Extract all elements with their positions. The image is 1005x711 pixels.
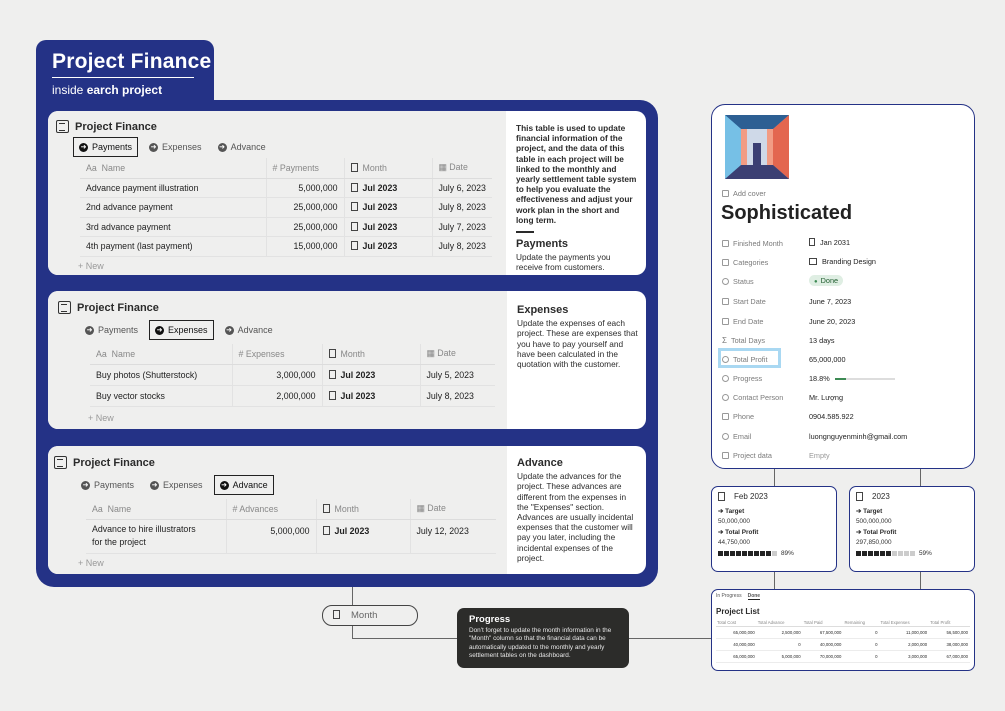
connector-line [920,572,921,589]
page-icon [809,238,815,246]
progress-square [736,551,741,556]
status-icon [722,278,729,285]
view-tabs [76,475,274,495]
table-row[interactable]: 40,000,000 0 40,000,000 0 2,000,000 38,000,000 [716,639,970,651]
database-icon [56,120,69,133]
column-header-payments[interactable]: # Payments [266,158,344,178]
new-row-button[interactable]: + New [78,261,104,271]
view-tabs [73,137,271,157]
page-icon [856,492,863,501]
value-project-data[interactable]: Empty [809,451,830,460]
sigma-icon: Σ [722,336,727,345]
column-header-name[interactable]: Aa Name [80,158,266,178]
month-column-pill: Month [322,605,418,626]
progress-square [862,551,867,556]
advance-note: Advance Update the advances for the project. These advances are different from the expenses in the "Expenses" section. Advances are usually incidental expenses that the customer will pay you later, including the incidental expenses of the project. [517,457,634,563]
progress-square [898,551,903,556]
column-header-month[interactable]: Month [316,499,410,519]
advance-card [48,446,646,574]
progress-percent: 59% [919,550,932,557]
prop-start-date: Start Date [722,297,766,306]
tab-payments[interactable]: ➜ Payments [73,137,138,157]
payments-table [80,158,492,257]
relation-icon [722,240,729,247]
table-row[interactable]: Advance payment illustration 5,000,000 Jul 2023 July 6, 2023 [80,178,492,198]
arrow-icon: ➜ [150,143,157,151]
arrow-icon: ➜ [219,143,225,151]
progress-square [724,551,729,556]
column-header-month[interactable]: Month [322,344,420,364]
project-list-tabs [716,593,970,600]
yearly-settlement-card[interactable]: 2023 ➔ Target 500,000,000 ➔ Total Profit 297,850,000 59% [849,486,975,572]
connector-line [774,572,775,589]
value-email[interactable]: luongnguyenminh@gmail.com [809,432,908,441]
arrow-icon: ➜ [226,326,232,334]
value-progress: 18.8% [809,374,895,383]
page-subtitle: inside earch project [52,83,163,97]
column-header-advances[interactable]: # Advances [226,499,316,519]
prop-progress: Progress [722,374,762,383]
table-row[interactable]: 65,000,000 5,000,000 70,000,000 0 3,000,000 67,000,000 [716,651,970,663]
status-badge: ● Done [809,275,843,286]
prop-total-profit: Total Profit [722,355,767,364]
value-start-date[interactable]: June 7, 2023 [809,297,852,306]
folder-icon [722,452,729,459]
database-icon [58,301,71,314]
value-total-days: 13 days [809,336,835,345]
progress-percent: 89% [781,550,794,557]
arrow-icon: ➜ [86,326,93,334]
value-total-profit: 65,000,000 [809,355,846,364]
arrow-icon: ➜ [151,481,158,489]
progress-bar-fill [835,378,846,380]
expenses-card [48,291,646,429]
connector-line [352,638,457,639]
value-contact-person[interactable]: Mr. Lượng [809,393,844,402]
prop-project-data: Project data [722,451,772,460]
database-title: Project Finance [54,456,155,469]
progress-square [910,551,915,556]
column-header-expenses[interactable]: # Expenses [232,344,322,364]
tab-advance[interactable]: ➜ Advance [219,142,266,152]
tab-done[interactable]: Done [747,593,761,599]
relation-icon [329,349,336,358]
table-row[interactable]: Buy photos (Shutterstock) 3,000,000 Jul 2023 July 5, 2023 [90,364,495,385]
project-title[interactable]: Sophisticated [721,202,853,224]
connector-line [352,626,353,638]
calendar-icon [722,298,729,305]
add-cover-button[interactable]: Add cover [722,189,766,198]
page-title: Project Finance [52,50,194,78]
expenses-note: Expenses Update the expenses of each project. These are expenses that you have to pay yourself and have been calculated in the quotation with the customer. [517,304,638,370]
advance-table [86,499,496,554]
progress-squares [856,550,968,557]
page-icon [718,492,725,501]
progress-square [748,551,753,556]
view-tabs [80,320,278,340]
arrow-icon: ➜ [156,326,163,334]
progress-bar [835,378,895,380]
page-icon [351,183,358,192]
arrow-icon: ➜ [80,143,87,151]
connector-line [352,587,353,605]
progress-square [856,551,861,556]
sigma-icon [722,356,729,363]
progress-tip: Progress Don't forget to update the month information in the "Month" column so that the financial data can be automatically updated to the monthly and yearly settlement tables on the dashboard. [457,608,629,668]
relation-icon [351,163,358,172]
value-end-date[interactable]: June 20, 2023 [809,317,856,326]
monthly-settlement-card[interactable]: Feb 2023 ➔ Target 50,000,000 ➔ Total Profit 44,750,000 89% [711,486,837,572]
page-icon [329,370,336,379]
tab-payments[interactable]: ➜ Payments [82,480,135,490]
progress-square [772,551,777,556]
database-icon [54,456,67,469]
tab-advance[interactable]: ➜ Advance [226,325,273,335]
new-row-button[interactable]: + New [78,558,104,568]
column-header-name[interactable]: Aa Name [90,344,232,364]
project-list-table: Total Cost Total Advance Total Paid Remaining Total Expenses Total Profit 65,000,000 2,500,000 67,500,000 0 11,000,000 56,500,000 40,000,000 0 40,000,000 0 2,000,000 38,000,000 65,000,000 5,000,000 70,000,000 0 3,000,000 67,000,000 [716,619,970,663]
value-status[interactable] [809,276,843,285]
prop-finished-month: Finished Month [722,239,783,248]
prop-categories: Categories [722,258,768,267]
connector-line [774,469,775,486]
tab-expenses[interactable]: ➜ Expenses [151,480,203,490]
column-header-date[interactable]: ▦ Date [432,158,492,178]
project-cover-image [725,115,789,179]
value-finished-month[interactable]: Jan 2031 [809,238,850,247]
table-row[interactable]: 4th payment (last payment) 15,000,000 Jul 2023 July 8, 2023 [80,237,492,257]
arrow-icon: ➜ [221,481,227,489]
prop-end-date: End Date [722,317,763,326]
progress-square [760,551,765,556]
page-icon [351,202,358,211]
prop-status: Status [722,277,754,286]
page-icon [351,222,358,231]
tab-advance[interactable]: ➜ Advance [214,475,274,495]
page-icon [329,391,336,400]
at-icon [722,433,729,440]
project-list [711,589,975,671]
connector-line [629,638,711,639]
progress-square [766,551,771,556]
connector-line [920,469,921,486]
folder-icon [809,258,817,265]
value-phone[interactable]: 0904.585.922 [809,412,854,421]
progress-squares [718,550,830,557]
table-row[interactable]: Buy vector stocks 2,000,000 Jul 2023 July 8, 2023 [90,385,495,406]
calendar-icon [722,318,729,325]
payments-card [48,111,646,275]
project-page [711,104,975,469]
tab-expenses[interactable]: ➜ Expenses [150,142,202,152]
expenses-table [90,344,495,407]
arrow-icon: ➜ [82,481,89,489]
tab-payments[interactable]: ➜ Payments [86,325,139,335]
table-row[interactable]: 2nd advance payment 25,000,000 Jul 2023 July 8, 2023 [80,198,492,218]
progress-square [868,551,873,556]
page-icon [323,526,330,535]
progress-square [886,551,891,556]
progress-square [730,551,735,556]
progress-square [892,551,897,556]
tab-in-progress[interactable]: In Progress [716,593,742,599]
divider [516,231,534,233]
database-title: Project Finance [56,120,157,133]
column-header-name[interactable]: Aa Name [86,499,226,519]
phone-icon [722,413,729,420]
person-icon [722,394,729,401]
column-header-date[interactable]: ▦ Date [420,344,495,364]
table-row[interactable]: 65,000,000 2,500,000 67,500,000 0 11,000,000 56,500,000 [716,627,970,639]
progress-square [742,551,747,556]
image-icon [722,190,729,197]
column-header-month[interactable]: Month [344,158,432,178]
table-row[interactable]: 3rd advance payment 25,000,000 Jul 2023 July 7, 2023 [80,217,492,237]
relation-icon [333,610,340,619]
progress-square [880,551,885,556]
relation-icon [722,259,729,266]
progress-square [754,551,759,556]
table-row[interactable]: Advance to hire illustrators for the project 5,000,000 Jul 2023 July 12, 2023 [86,519,496,553]
progress-square [904,551,909,556]
database-title: Project Finance [58,301,159,314]
tab-expenses[interactable]: ➜ Expenses [149,320,214,340]
value-categories[interactable]: Branding Design [809,257,876,266]
new-row-button[interactable]: + New [88,413,114,423]
page-icon [351,241,358,250]
payments-note: This table is used to update financial information of the project, and the data of this table in each project will be linked to the monthly and yearly settlement table system to help you evaluate the effectiveness and adjust your work plan in the short and long term. Payments Update the payments you receive from customers. [516,123,637,273]
prop-contact-person: Contact Person [722,393,783,402]
prop-phone: Phone [722,412,754,421]
progress-icon [722,375,729,382]
progress-square [718,551,723,556]
prop-email: Email [722,432,751,441]
project-list-title: Project List [716,607,760,616]
prop-total-days: Σ Total Days [722,336,766,345]
relation-icon [323,504,330,513]
progress-square [874,551,879,556]
column-header-date[interactable]: ▦ Date [410,499,496,519]
